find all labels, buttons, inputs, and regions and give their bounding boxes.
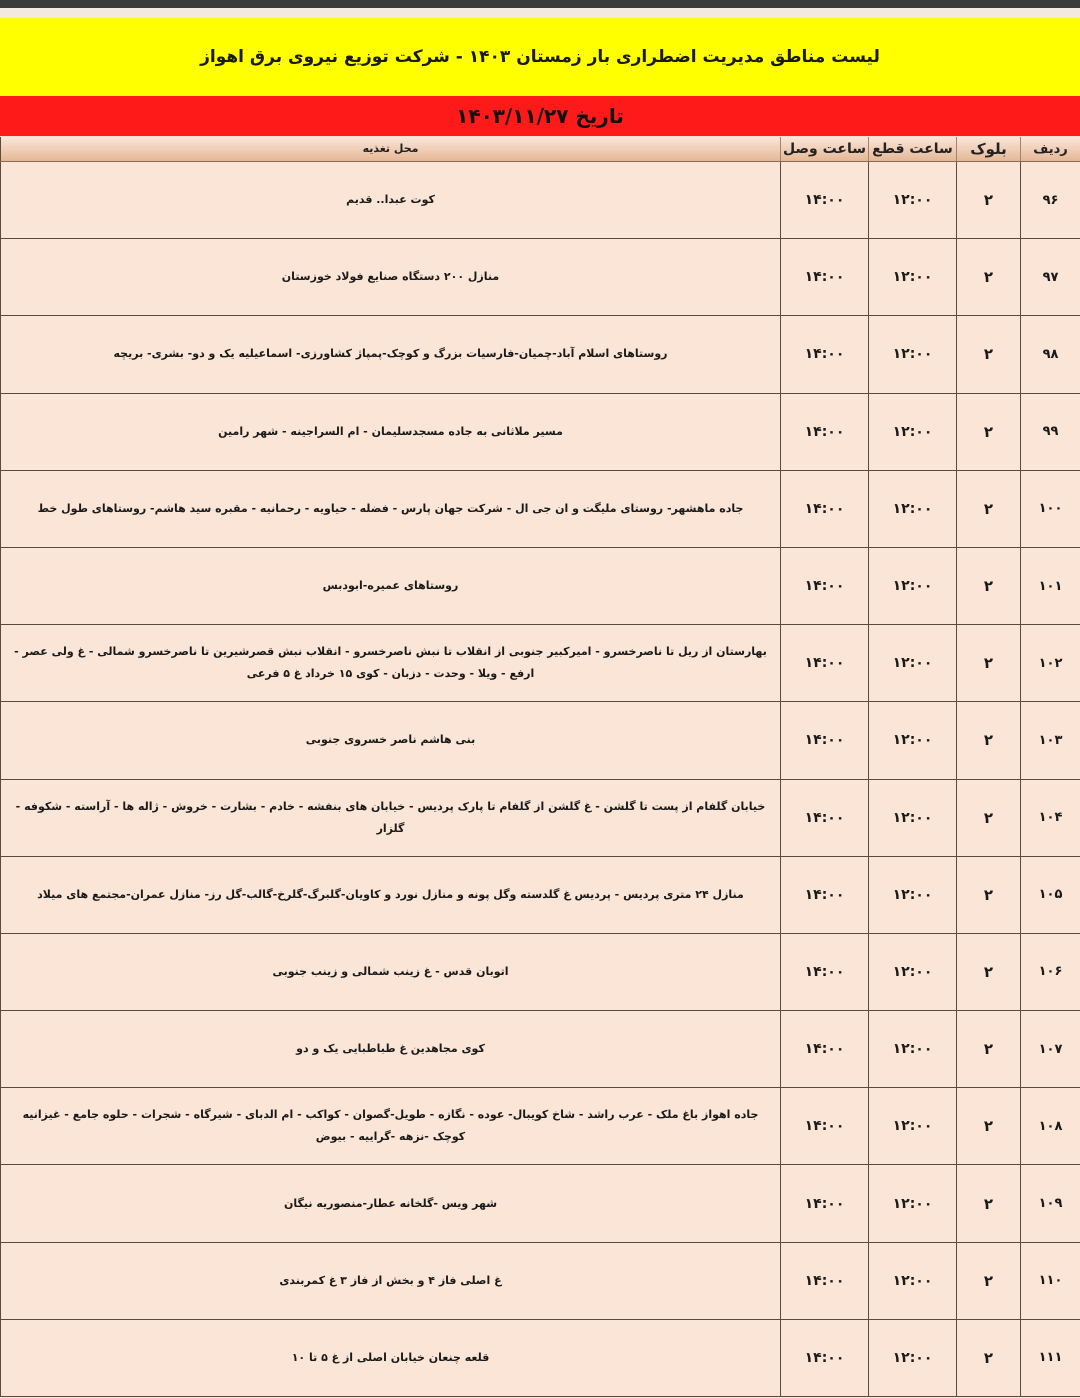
connect-time-cell: ۱۴:۰۰: [780, 316, 868, 392]
table-row: [0, 625, 1080, 702]
table-header: [0, 137, 1080, 162]
connect-time-cell: ۱۴:۰۰: [780, 1165, 868, 1241]
schedule-document: [0, 18, 1080, 1396]
table-row: [0, 1088, 1080, 1165]
row-number-cell: ۹۸: [1020, 316, 1080, 392]
header-connect-time: ساعت وصل: [780, 137, 868, 161]
block-cell: ۲: [956, 239, 1020, 315]
location-cell: خیابان گلفام از پست تا گلشن - غ گلشن از گلفام تا پارک پردیس - خیابان های بنفشه - خادم - بشارت - خروش - ژاله ها - آراسته - شکوفه - گلزار: [0, 780, 780, 856]
table-row: [0, 471, 1080, 548]
cut-time-cell: ۱۲:۰۰: [868, 1320, 956, 1396]
header-location: محل تغذیه: [0, 137, 780, 161]
row-number-cell: ۱۰۸: [1020, 1088, 1080, 1164]
location-cell: منازل ۲۰۰ دستگاه صنایع فولاد خوزستان: [0, 239, 780, 315]
location-cell: روستاهای اسلام آباد-چمیان-فارسیات بزرگ و کوچک-پمپاژ کشاورزی- اسماعیلیه یک و دو- بشری- بریچه: [0, 316, 780, 392]
row-number-cell: ۹۹: [1020, 394, 1080, 470]
connect-time-cell: ۱۴:۰۰: [780, 780, 868, 856]
row-number-cell: ۱۰۲: [1020, 625, 1080, 701]
cut-time-cell: ۱۲:۰۰: [868, 162, 956, 238]
table-row: [0, 239, 1080, 316]
table-row: [0, 548, 1080, 625]
cut-time-cell: ۱۲:۰۰: [868, 625, 956, 701]
cut-time-cell: ۱۲:۰۰: [868, 702, 956, 778]
location-cell: روستاهای عمیره-ابودبس: [0, 548, 780, 624]
location-cell: قلعه چنعان خیابان اصلی از غ ۵ تا ۱۰: [0, 1320, 780, 1396]
row-number-cell: ۹۷: [1020, 239, 1080, 315]
connect-time-cell: ۱۴:۰۰: [780, 625, 868, 701]
connect-time-cell: ۱۴:۰۰: [780, 162, 868, 238]
cut-time-cell: ۱۲:۰۰: [868, 780, 956, 856]
connect-time-cell: ۱۴:۰۰: [780, 548, 868, 624]
header-block: بلوک: [956, 137, 1020, 161]
cut-time-cell: ۱۲:۰۰: [868, 1243, 956, 1319]
table-body: [0, 162, 1080, 1397]
connect-time-cell: ۱۴:۰۰: [780, 1320, 868, 1396]
cut-time-cell: ۱۲:۰۰: [868, 934, 956, 1010]
row-number-cell: ۱۰۶: [1020, 934, 1080, 1010]
connect-time-cell: ۱۴:۰۰: [780, 934, 868, 1010]
block-cell: ۲: [956, 548, 1020, 624]
connect-time-cell: ۱۴:۰۰: [780, 1011, 868, 1087]
date-banner: [0, 96, 1080, 136]
connect-time-cell: ۱۴:۰۰: [780, 857, 868, 933]
row-number-cell: ۱۰۵: [1020, 857, 1080, 933]
table-row: [0, 857, 1080, 934]
row-number-cell: ۱۱۰: [1020, 1243, 1080, 1319]
title-banner: [0, 18, 1080, 96]
status-bar: [0, 0, 1080, 8]
cut-time-cell: ۱۲:۰۰: [868, 1088, 956, 1164]
cut-time-cell: ۱۲:۰۰: [868, 857, 956, 933]
connect-time-cell: ۱۴:۰۰: [780, 471, 868, 547]
connect-time-cell: ۱۴:۰۰: [780, 394, 868, 470]
row-number-cell: ۱۰۳: [1020, 702, 1080, 778]
row-number-cell: ۹۶: [1020, 162, 1080, 238]
cut-time-cell: ۱۲:۰۰: [868, 316, 956, 392]
location-cell: کوت عبدا.. قدیم: [0, 162, 780, 238]
location-cell: شهر ویس -گلخانه عطار-منصوریه نیگان: [0, 1165, 780, 1241]
cut-time-cell: ۱۲:۰۰: [868, 548, 956, 624]
block-cell: ۲: [956, 857, 1020, 933]
cut-time-cell: ۱۲:۰۰: [868, 394, 956, 470]
table-row: [0, 394, 1080, 471]
block-cell: ۲: [956, 394, 1020, 470]
block-cell: ۲: [956, 934, 1020, 1010]
table-row: [0, 934, 1080, 1011]
connect-time-cell: ۱۴:۰۰: [780, 702, 868, 778]
block-cell: ۲: [956, 780, 1020, 856]
connect-time-cell: ۱۴:۰۰: [780, 1243, 868, 1319]
location-cell: جاده ماهشهر- روستای ملیگت و ان جی ال - شرکت جهان پارس - فضله - حیاویه - رحمانیه - مقبره سید هاشم- روستاهای طول خط: [0, 471, 780, 547]
cut-time-cell: ۱۲:۰۰: [868, 471, 956, 547]
header-cut-time: ساعت قطع: [868, 137, 956, 161]
table-row: [0, 316, 1080, 393]
location-cell: کوی مجاهدین غ طباطبایی یک و دو: [0, 1011, 780, 1087]
header-row-number: ردیف: [1020, 137, 1080, 161]
block-cell: ۲: [956, 1088, 1020, 1164]
location-cell: منازل ۲۴ متری پردیس - پردیس غ گلدسته وگل پونه و منازل نورد و کاویان-گلبرگ-گلرخ-گالب-گل رز- منازل عمران-مجتمع های میلاد: [0, 857, 780, 933]
row-number-cell: ۱۱۱: [1020, 1320, 1080, 1396]
cut-time-cell: ۱۲:۰۰: [868, 239, 956, 315]
location-cell: جاده اهواز باغ ملک - عرب راشد - شاخ کویبال- عوده - نگازه - طویل-گصوان - کواکب - ام الدبای - شیرگاه - شجرات - حلوه جامع - غیزانیه کوچک -نزهه -گراییه - بیوض: [0, 1088, 780, 1164]
document-title: لیست مناطق مدیریت اضطراری بار زمستان ۱۴۰۳ - شرکت توزیع نیروی برق اهواز: [200, 47, 880, 67]
block-cell: ۲: [956, 316, 1020, 392]
block-cell: ۲: [956, 162, 1020, 238]
location-cell: غ اصلی فاز ۴ و بخش از فاز ۳ غ کمربندی: [0, 1243, 780, 1319]
table-row: [0, 162, 1080, 239]
table-row: [0, 1243, 1080, 1320]
row-number-cell: ۱۰۷: [1020, 1011, 1080, 1087]
connect-time-cell: ۱۴:۰۰: [780, 239, 868, 315]
row-number-cell: ۱۰۴: [1020, 780, 1080, 856]
table-row: [0, 1320, 1080, 1397]
location-cell: اتوبان قدس - غ زینب شمالی و زینب جنوبی: [0, 934, 780, 1010]
block-cell: ۲: [956, 1011, 1020, 1087]
table-row: [0, 780, 1080, 857]
location-cell: مسیر ملاثانی به جاده مسجدسلیمان - ام السراجینه - شهر رامین: [0, 394, 780, 470]
connect-time-cell: ۱۴:۰۰: [780, 1088, 868, 1164]
row-number-cell: ۱۰۹: [1020, 1165, 1080, 1241]
block-cell: ۲: [956, 1320, 1020, 1396]
row-number-cell: ۱۰۰: [1020, 471, 1080, 547]
cut-time-cell: ۱۲:۰۰: [868, 1165, 956, 1241]
block-cell: ۲: [956, 471, 1020, 547]
block-cell: ۲: [956, 702, 1020, 778]
block-cell: ۲: [956, 625, 1020, 701]
date-label: تاریخ ۱۴۰۳/۱۱/۲۷: [456, 104, 624, 128]
table-row: [0, 702, 1080, 779]
row-number-cell: ۱۰۱: [1020, 548, 1080, 624]
location-cell: بهارستان از ریل تا ناصرخسرو - امیرکبیر جنوبی از انقلاب تا نبش ناصرخسرو - انقلاب نبش قصرشیرین تا ناصرخسرو شمالی - غ ولی عصر - ارفع - ویلا - وحدت - دزبان - کوی ۱۵ خرداد غ ۵ فرعی: [0, 625, 780, 701]
block-cell: ۲: [956, 1243, 1020, 1319]
location-cell: بنی هاشم ناصر خسروی جنوبی: [0, 702, 780, 778]
table-row: [0, 1165, 1080, 1242]
cut-time-cell: ۱۲:۰۰: [868, 1011, 956, 1087]
block-cell: ۲: [956, 1165, 1020, 1241]
table-row: [0, 1011, 1080, 1088]
